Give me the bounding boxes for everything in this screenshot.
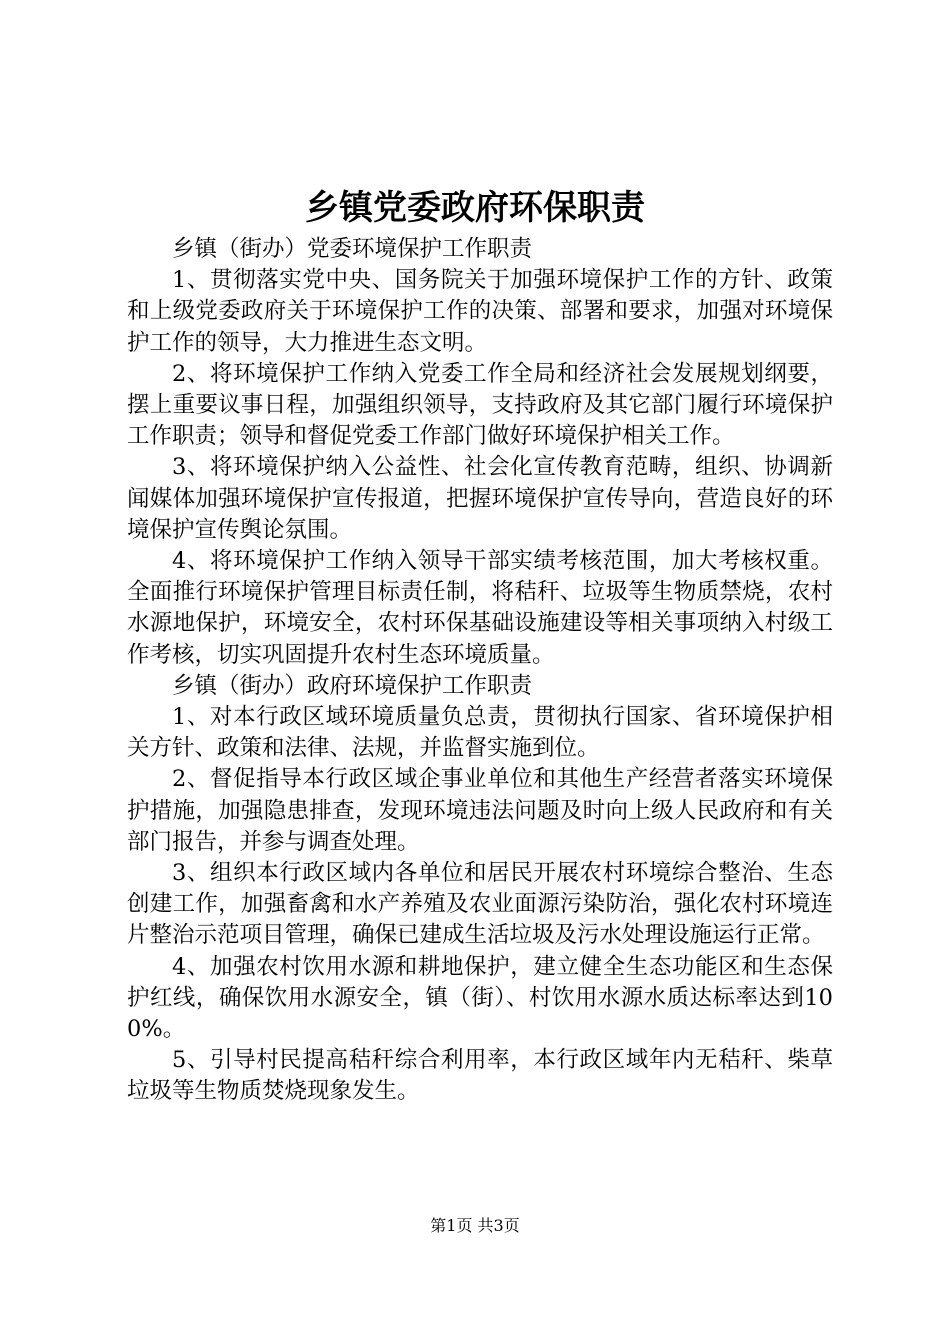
- paragraph: 4、将环境保护工作纳入领导干部实绩考核范围，加大考核权重。全面推行环境保护管理目标责任制，将秸秆、垃圾等生物质禁烧，农村水源地保护，环境安全，农村环保基础设施建设等相关事项纳入村级工作考核，切实巩固提升农村生态环境质量。: [127, 548, 833, 668]
- document-title: 乡镇党委政府环保职责: [305, 188, 645, 228]
- document-body: [127, 234, 833, 1108]
- paragraph: 1、对本行政区域环境质量负总责，贯彻执行国家、省环境保护相关方针、政策和法律、法规，并监督实施到位。: [127, 704, 833, 762]
- paragraph: 4、加强农村饮用水源和耕地保护，建立健全生态功能区和生态保护红线，确保饮用水源安全，镇（街）、村饮用水源水质达标率达到100%。: [127, 953, 833, 1043]
- paragraph: 2、将环境保护工作纳入党委工作全局和经济社会发展规划纲要，摆上重要议事日程，加强组织领导，支持政府及其它部门履行环境保护工作职责；领导和督促党委工作部门做好环境保护相关工作。: [127, 360, 833, 450]
- paragraph: 2、督促指导本行政区域企事业单位和其他生产经营者落实环境保护措施，加强隐患排查，发现环境违法问题及时向上级人民政府和有关部门报告，并参与调查处理。: [127, 766, 833, 855]
- paragraph: 3、将环境保护纳入公益性、社会化宣传教育范畴，组织、协调新闻媒体加强环境保护宣传报道，把握环境保护宣传导向，营造良好的环境保护宣传舆论氛围。: [127, 454, 833, 543]
- page-footer: 第1页 共3页: [430, 1216, 520, 1235]
- paragraph: 5、引导村民提高秸秆综合利用率，本行政区域年内无秸秆、柴草垃圾等生物质焚烧现象发生。: [127, 1047, 833, 1105]
- section-heading-party: 乡镇（街办）党委环境保护工作职责: [172, 236, 533, 262]
- section-heading-government: 乡镇（街办）政府环境保护工作职责: [172, 672, 533, 699]
- paragraph: 1、贯彻落实党中央、国务院关于加强环境保护工作的方针、政策和上级党委政府关于环境保护工作的决策、部署和要求，加强对环境保护工作的领导，大力推进生态文明。: [127, 267, 833, 356]
- paragraph: 3、组织本行政区域内各单位和居民开展农村环境综合整治、生态创建工作，加强畜禽和水产养殖及农业面源污染防治，强化农村环境连片整治示范项目管理，确保已建成生活垃圾及污水处理设施运行正常。: [127, 860, 833, 949]
